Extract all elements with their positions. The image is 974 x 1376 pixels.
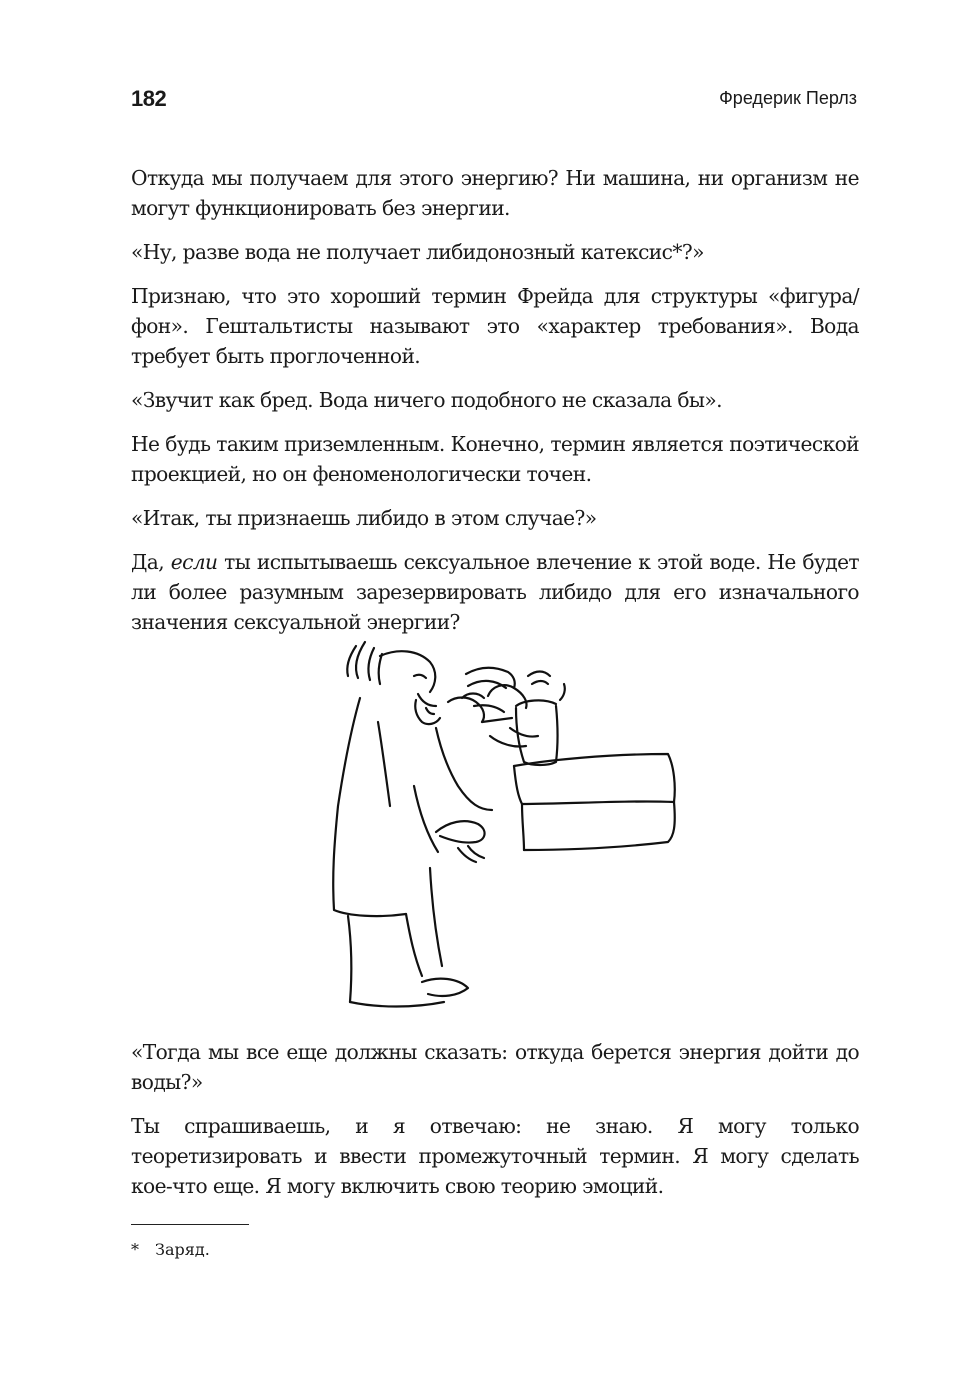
paragraph: Признаю, что это хороший термин Фрейда для структуры «фигура/фон». Гештальтисты называют это «характер требования». Вода требует быть проглоченной.	[131, 284, 859, 368]
paragraph: «Тогда мы все еще должны сказать: откуда берется энергия дойти до воды?»	[131, 1040, 859, 1094]
paragraph-rest: ты испытываешь сексуальное влечение к этой воде. Не будет ли более разумным зарезервировать либидо для его изначального значения сексуальной энергии?	[131, 550, 859, 634]
paragraph-start: Да,	[131, 550, 171, 574]
emphasis-word: если	[170, 550, 218, 574]
paragraph: «Итак, ты признаешь либидо в этом случае?»	[131, 506, 597, 530]
illustration-man-drinking	[318, 636, 698, 1026]
body-text-bottom	[131, 1037, 859, 1215]
paragraph: Не будь таким приземленным. Конечно, термин является поэтической проекцией, но он феноменологически точен.	[131, 432, 859, 486]
page-number: 182	[131, 86, 167, 111]
footnote-text: Заряд.	[155, 1240, 210, 1259]
body-text-top	[131, 163, 859, 651]
paragraph	[131, 547, 859, 637]
footnote-mark: *	[131, 1240, 139, 1259]
footnote	[131, 1240, 210, 1259]
running-head-author: Фредерик Перлз	[719, 88, 857, 108]
paragraph: Ты спрашиваешь, и я отвечаю: не знаю. Я могу только теоретизировать и ввести промежуточный термин. Я могу сделать кое-что еще. Я могу включить свою теорию эмоций.	[131, 1114, 859, 1198]
paragraph: «Ну, разве вода не получает либидонозный катексис*?»	[131, 240, 704, 264]
paragraph: «Звучит как бред. Вода ничего подобного не сказала бы».	[131, 388, 722, 412]
paragraph: Откуда мы получаем для этого энергию? Ни машина, ни организм не могут функционировать без энергии.	[131, 166, 859, 220]
footnote-divider	[131, 1224, 249, 1225]
